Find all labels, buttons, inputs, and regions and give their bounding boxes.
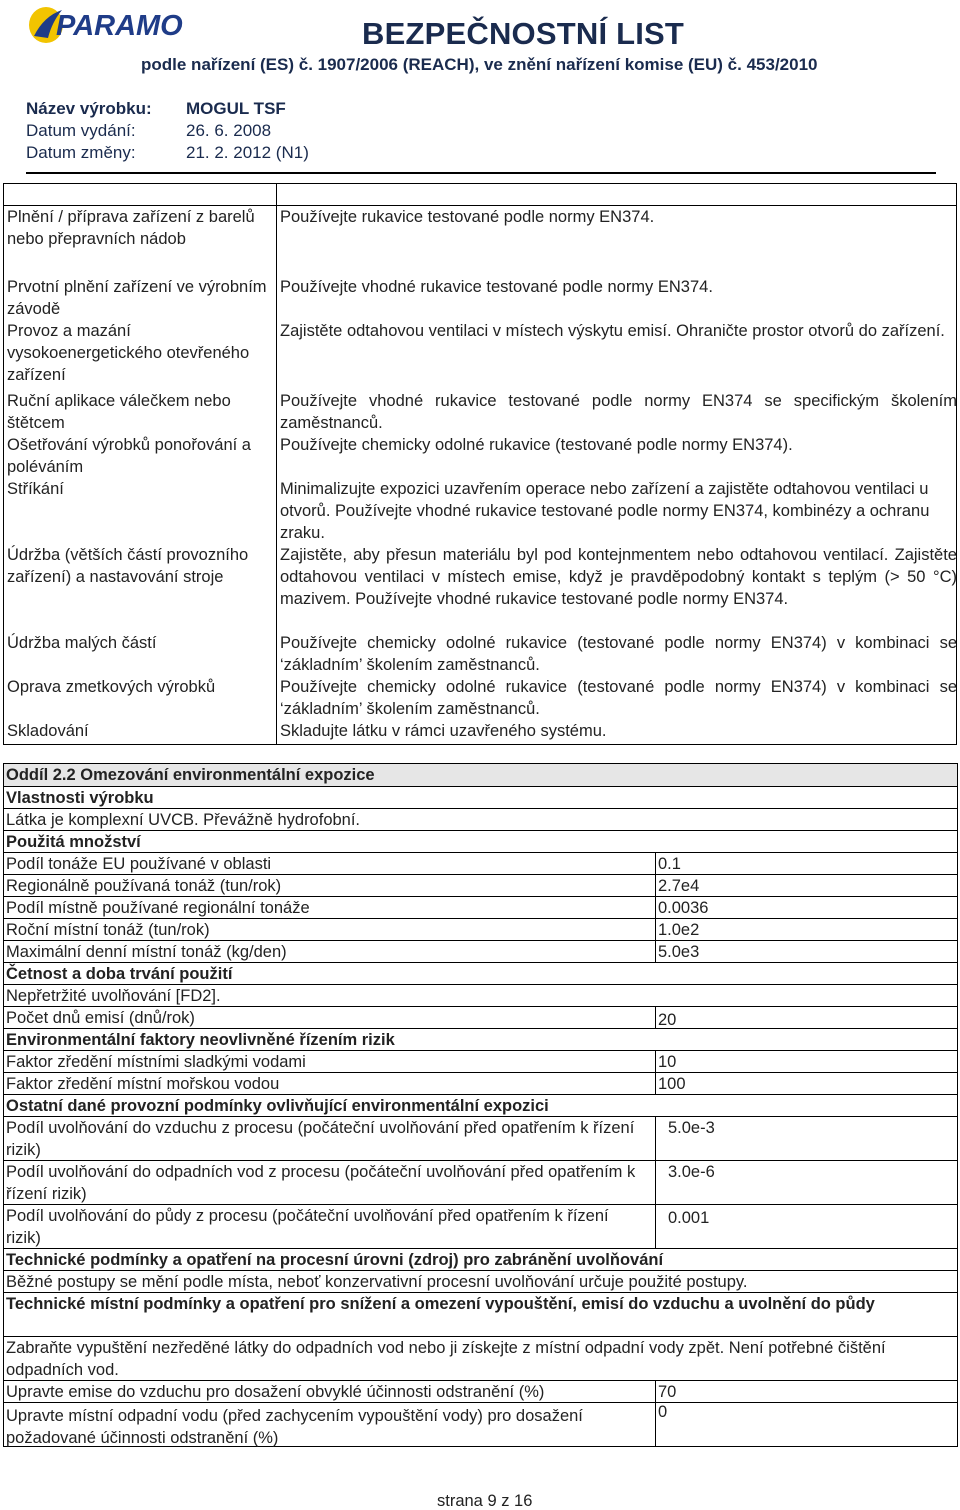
value-cell: 70 <box>655 1381 958 1402</box>
measure-text: Minimalizujte expozici uzavřením operace nebo zařízení a zajistěte odtahovou ventilaci u otvorů. Používejte vhodné rukavice testované podle normy EN374, kombinézy a ochranu zraku. <box>280 480 930 542</box>
measure-text: Používejte chemicky odolné rukavice (testované podle normy EN374). <box>280 436 793 454</box>
subheading-row: Environmentální faktory neovlivněné řízením rizik <box>3 1028 958 1050</box>
activity-label: Plnění / příprava zařízení z barelů nebo přepravních nádob <box>7 208 255 248</box>
activity-label: Ruční aplikace válečkem nebo štětcem <box>7 392 231 432</box>
table-row: Podíl uvolňování do vzduchu z procesu (počáteční uvolňování před opatřením k řízení rizik) 5.0e-3 <box>3 1116 958 1160</box>
subheading-row: Technické podmínky a opatření na procesní úrovni (zdroj) pro zabránění uvolňování <box>3 1248 958 1270</box>
activity-label: Provoz a mazání vysokoenergetického otevřeného zařízení <box>7 322 250 384</box>
value-cell: 0.1 <box>655 853 958 874</box>
measure-text: Používejte rukavice testované podle normy EN374. <box>280 208 655 226</box>
table-row: Upravte místní odpadní vodu (před zachycením vypouštění vody) pro dosažení požadované účinnosti odstranění (%) 0 <box>3 1402 958 1447</box>
activity-label: Oprava zmetkových výrobků <box>7 678 216 696</box>
text-row: Běžné postupy se mění podle místa, neboť konzervativní procesní uvolňování určuje použité postupy. <box>3 1270 958 1292</box>
table-row: Faktor zředění místní mořskou vodou 100 <box>3 1072 958 1094</box>
activity-label: Prvotní plnění zařízení ve výrobním závodě <box>7 278 267 318</box>
environmental-exposure-section <box>3 763 958 1447</box>
text-row: Látka je komplexní UVCB. Převážně hydrofobní. <box>3 808 958 830</box>
value-cell: 5.0e-3 <box>655 1117 958 1160</box>
measure-text: Používejte vhodné rukavice testované podle normy EN374. <box>280 278 713 296</box>
value-cell: 3.0e-6 <box>655 1161 958 1204</box>
subheading-row: Vlastnosti výrobku <box>3 786 958 808</box>
measure-text: Používejte chemicky odolné rukavice (testované podle normy EN374) v kombinaci se ‘základním’ školením zaměstnanců. <box>280 678 957 718</box>
table-row <box>4 206 956 274</box>
product-meta <box>26 98 309 164</box>
measure-text: Používejte chemicky odolné rukavice (testované podle normy EN374) v kombinaci se ‘základním’ školením zaměstnanců. <box>280 634 957 674</box>
meta-product-name: Název výrobku: MOGUL TSF <box>26 99 286 118</box>
subheading-row: Technické místní podmínky a opatření pro snížení a omezení vypouštění, emisí do vzduchu a uvolnění do půdy <box>3 1292 958 1336</box>
table-row <box>4 478 956 544</box>
table-row: Podíl uvolňování do půdy z procesu (počáteční uvolňování před opatřením k řízení rizik) 0.001 <box>3 1204 958 1248</box>
activity-label: Skladování <box>7 722 89 740</box>
value-cell: 0 <box>655 1403 958 1446</box>
logo-text: PARAMO <box>56 10 183 42</box>
activity-label: Ošetřování výrobků ponořování a poléváním <box>7 436 251 476</box>
table-row <box>4 720 956 744</box>
table-row <box>4 320 956 388</box>
measure-text: Používejte vhodné rukavice testované podle normy EN374 se specifickým školením zaměstnanců. <box>280 392 957 432</box>
header-divider <box>26 172 936 174</box>
activity-label: Údržba malých částí <box>7 634 157 652</box>
value-cell: 5.0e3 <box>655 941 958 962</box>
table-row <box>4 544 956 632</box>
meta-issue-date: Datum vydání: 26. 6. 2008 <box>26 121 272 140</box>
section-heading: Oddíl 2.2 Omezování environmentální expozice <box>3 763 958 786</box>
measure-text: Zajistěte, aby přesun materiálu byl pod kontejnmentem nebo odtahovou ventilací. Zajistěte odtahovou ventilaci v místech emise, když je pravděpodobný kontakt s teplým (> 50 °C) mazivem. Používejte vhodné rukavice testované podle normy EN374. <box>280 546 957 608</box>
value-cell: 20 <box>655 1007 958 1028</box>
table-row <box>4 434 956 478</box>
page-number: strana 9 z 16 <box>437 1492 533 1510</box>
measure-text: Zajistěte odtahovou ventilaci v místech výskytu emisí. Ohraničte prostor otvorů do zařízení. <box>280 322 945 340</box>
table-row <box>4 632 956 676</box>
value-cell: 0.001 <box>655 1205 958 1248</box>
value-cell: 2.7e4 <box>655 875 958 896</box>
table-row: Podíl uvolňování do odpadních vod z procesu (počáteční uvolňování před opatřením k řízení rizik) 3.0e-6 <box>3 1160 958 1204</box>
usage-table <box>3 183 957 745</box>
table-row: Maximální denní místní tonáž (kg/den) 5.0e3 <box>3 940 958 962</box>
paramo-logo <box>26 2 208 48</box>
table-row <box>4 676 956 720</box>
table-row: Podíl tonáže EU používané v oblasti 0.1 <box>3 852 958 874</box>
value-cell: 10 <box>655 1051 958 1072</box>
value-cell: 0.0036 <box>655 897 958 918</box>
value-cell: 100 <box>655 1073 958 1094</box>
table-row <box>4 276 956 320</box>
subheading-row: Použitá množství <box>3 830 958 852</box>
table-row: Počet dnů emisí (dnů/rok) 20 <box>3 1006 958 1028</box>
text-row: Nepřetržité uvolňování [FD2]. <box>3 984 958 1006</box>
table-row: Roční místní tonáž (tun/rok) 1.0e2 <box>3 918 958 940</box>
subheading-row: Ostatní dané provozní podmínky ovlivňující environmentální expozici <box>3 1094 958 1116</box>
table-row <box>4 390 956 434</box>
table-row: Podíl místně používané regionální tonáže 0.0036 <box>3 896 958 918</box>
table-row: Faktor zředění místními sladkými vodami 10 <box>3 1050 958 1072</box>
document-subtitle: podle nařízení (ES) č. 1907/2006 (REACH), ve znění nařízení komise (EU) č. 453/2010 <box>141 55 818 74</box>
table-row: Regionálně používaná tonáž (tun/rok) 2.7e4 <box>3 874 958 896</box>
subheading-row: Četnost a doba trvání použití <box>3 962 958 984</box>
document-title: BEZPEČNOSTNÍ LIST <box>362 16 685 51</box>
table-row: Upravte emise do vzduchu pro dosažení obvyklé účinnosti odstranění (%) 70 <box>3 1380 958 1402</box>
text-row: Zabraňte vypuštění nezředěné látky do odpadních vod nebo ji získejte z místní odpadní vody zpět. Není potřebné čištění odpadních vod. <box>3 1336 958 1380</box>
activity-label: Stříkání <box>7 480 64 498</box>
measure-text: Skladujte látku v rámci uzavřeného systému. <box>280 722 607 740</box>
activity-label: Údržba (větších částí provozního zařízení) a nastavování stroje <box>7 546 249 586</box>
value-cell: 1.0e2 <box>655 919 958 940</box>
meta-revision-date: Datum změny: 21. 2. 2012 (N1) <box>26 143 309 162</box>
